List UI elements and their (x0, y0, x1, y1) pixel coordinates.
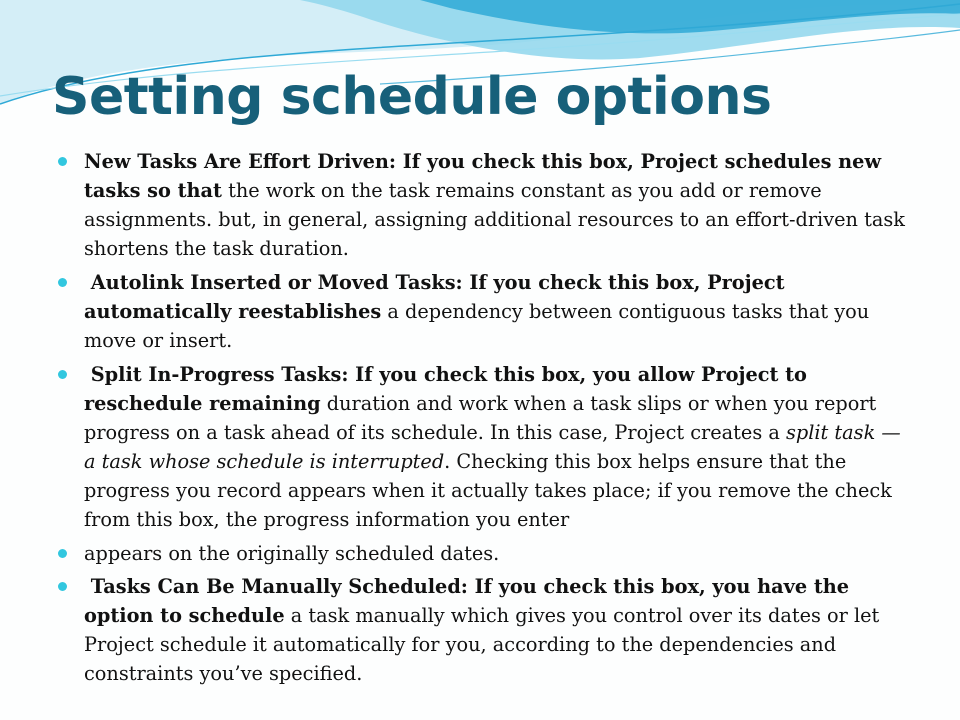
bullet-list (52, 147, 912, 693)
bullet-icon (58, 582, 67, 591)
bullet-bold-text: Autolink Inserted or Moved Tasks: If you check this box, Project automatically reestablishes (84, 271, 792, 323)
bullet-manually-scheduled (52, 572, 912, 688)
bullet-text-after: . Checking this box helps ensure that the progress you record appears when it actually takes place; if you remove the check from this box, the progress information you enter (84, 450, 892, 531)
bullet-text: the work on the task remains constant as you add or remove assignments. but, in general, assigning additional resources to an effort-driven task shortens the task duration. (84, 179, 905, 260)
bullet-effort-driven (52, 147, 912, 263)
bullet-icon (58, 278, 67, 287)
bullet-split-tasks (52, 360, 912, 534)
bullet-icon (58, 370, 67, 379)
bullet-text: duration and work when a task slips or when you report progress on a task ahead of its schedule. In this case, Project creates a (84, 392, 877, 444)
bullet-bold-text: Split In-Progress Tasks: If you check this box, you allow Project to reschedule remaining (84, 363, 814, 415)
bullet-bold-text: New Tasks Are Effort Driven: If you check this box, Project schedules new tasks so that (84, 150, 882, 202)
bullet-bold-text: Tasks Can Be Manually Scheduled: If you check this box, you have the option to schedule (84, 575, 856, 627)
bullet-icon (58, 549, 67, 558)
slide-title: Setting schedule options (52, 67, 772, 127)
bullet-text: a dependency between contiguous tasks that you move or insert. (84, 300, 870, 352)
bullet-italic-text: split task — a task whose schedule is interrupted (84, 421, 901, 473)
bullet-text: appears on the originally scheduled dates. (84, 542, 500, 565)
bullet-icon (58, 157, 67, 166)
bullet-originally-scheduled (52, 539, 912, 568)
bullet-text: a task manually which gives you control over its dates or let Project schedule it automatically for you, according to the dependencies and constraints you’ve specified. (84, 604, 880, 685)
bullet-autolink (52, 268, 912, 355)
